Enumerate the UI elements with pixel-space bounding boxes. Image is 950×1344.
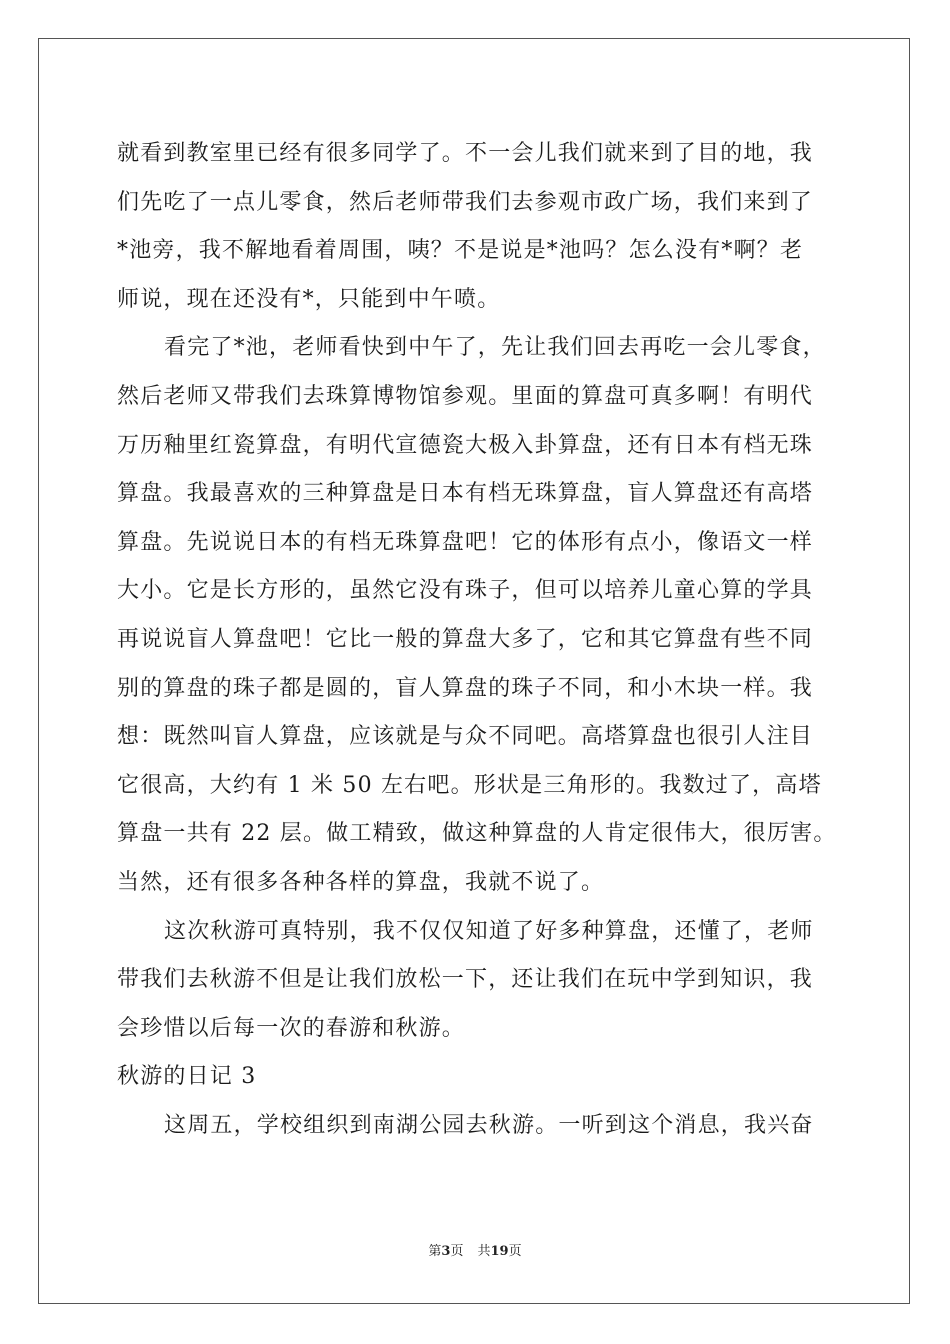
text-line: 算盘。我最喜欢的三种算盘是日本有档无珠算盘，盲人算盘还有高塔 [117,481,814,507]
total-suffix: 页 [508,1244,522,1259]
total-page-number: 19 [490,1244,509,1259]
text-line: 想：既然叫盲人算盘，应该就是与众不同吧。高塔算盘也很引人注目 [117,724,814,750]
text-line: 然后老师又带我们去珠算博物馆参观。里面的算盘可真多啊！有明代 [117,383,814,409]
current-page-number: 3 [441,1244,451,1259]
text-line: 算盘一共有 22 层。做工精致，做这种算盘的人肯定很伟大，很厉害。 [117,821,837,847]
text-line: 大小。它是长方形的，虽然它没有珠子，但可以培养儿童心算的学具 [117,578,814,604]
paragraph-first-line: 看完了*池，老师看快到中午了，先让我们回去再吃一会儿零食， [164,335,826,361]
total-prefix: 共 [477,1244,491,1259]
text-line: 别的算盘的珠子都是圆的，盲人算盘的珠子不同，和小木块一样。我 [117,675,814,701]
text-line: 算盘。先说说日本的有档无珠算盘吧！它的体形有点小，像语文一样 [117,529,814,555]
text-line: 万历釉里红瓷算盘，有明代宣德瓷大极入卦算盘，还有日本有档无珠 [117,432,814,458]
document-body [117,130,837,1150]
page-footer [0,1244,950,1260]
text-line: 带我们去秋游不但是让我们放松一下，还让我们在玩中学到知识，我 [117,967,814,993]
text-line: 师说，现在还没有*，只能到中午喷。 [117,286,501,312]
paragraph-first-line: 这次秋游可真特别，我不仅仅知道了好多种算盘，还懂了，老师 [164,918,814,944]
text-line: 再说说盲人算盘吧！它比一般的算盘大多了，它和其它算盘有些不同 [117,626,814,652]
paragraph-first-line: 这周五，学校组织到南湖公园去秋游。一听到这个消息，我兴奋 [164,1112,814,1138]
section-heading: 秋游的日记 3 [117,1064,257,1090]
text-line: 它很高，大约有 1 米 50 左右吧。形状是三角形的。我数过了，高塔 [117,772,822,798]
text-line: *池旁，我不解地看着周围，咦？不是说是*池吗？怎么没有*啊？老 [117,238,804,264]
page-suffix: 页 [450,1244,464,1259]
page-prefix: 第 [428,1244,442,1259]
text-line: 们先吃了一点儿零食，然后老师带我们去参观市政广场，我们来到了 [117,189,814,215]
text-line: 就看到教室里已经有很多同学了。不一会儿我们就来到了目的地，我 [117,141,814,166]
text-line: 会珍惜以后每一次的春游和秋游。 [117,1015,466,1041]
text-line: 当然，还有很多各种各样的算盘，我就不说了。 [117,869,605,895]
